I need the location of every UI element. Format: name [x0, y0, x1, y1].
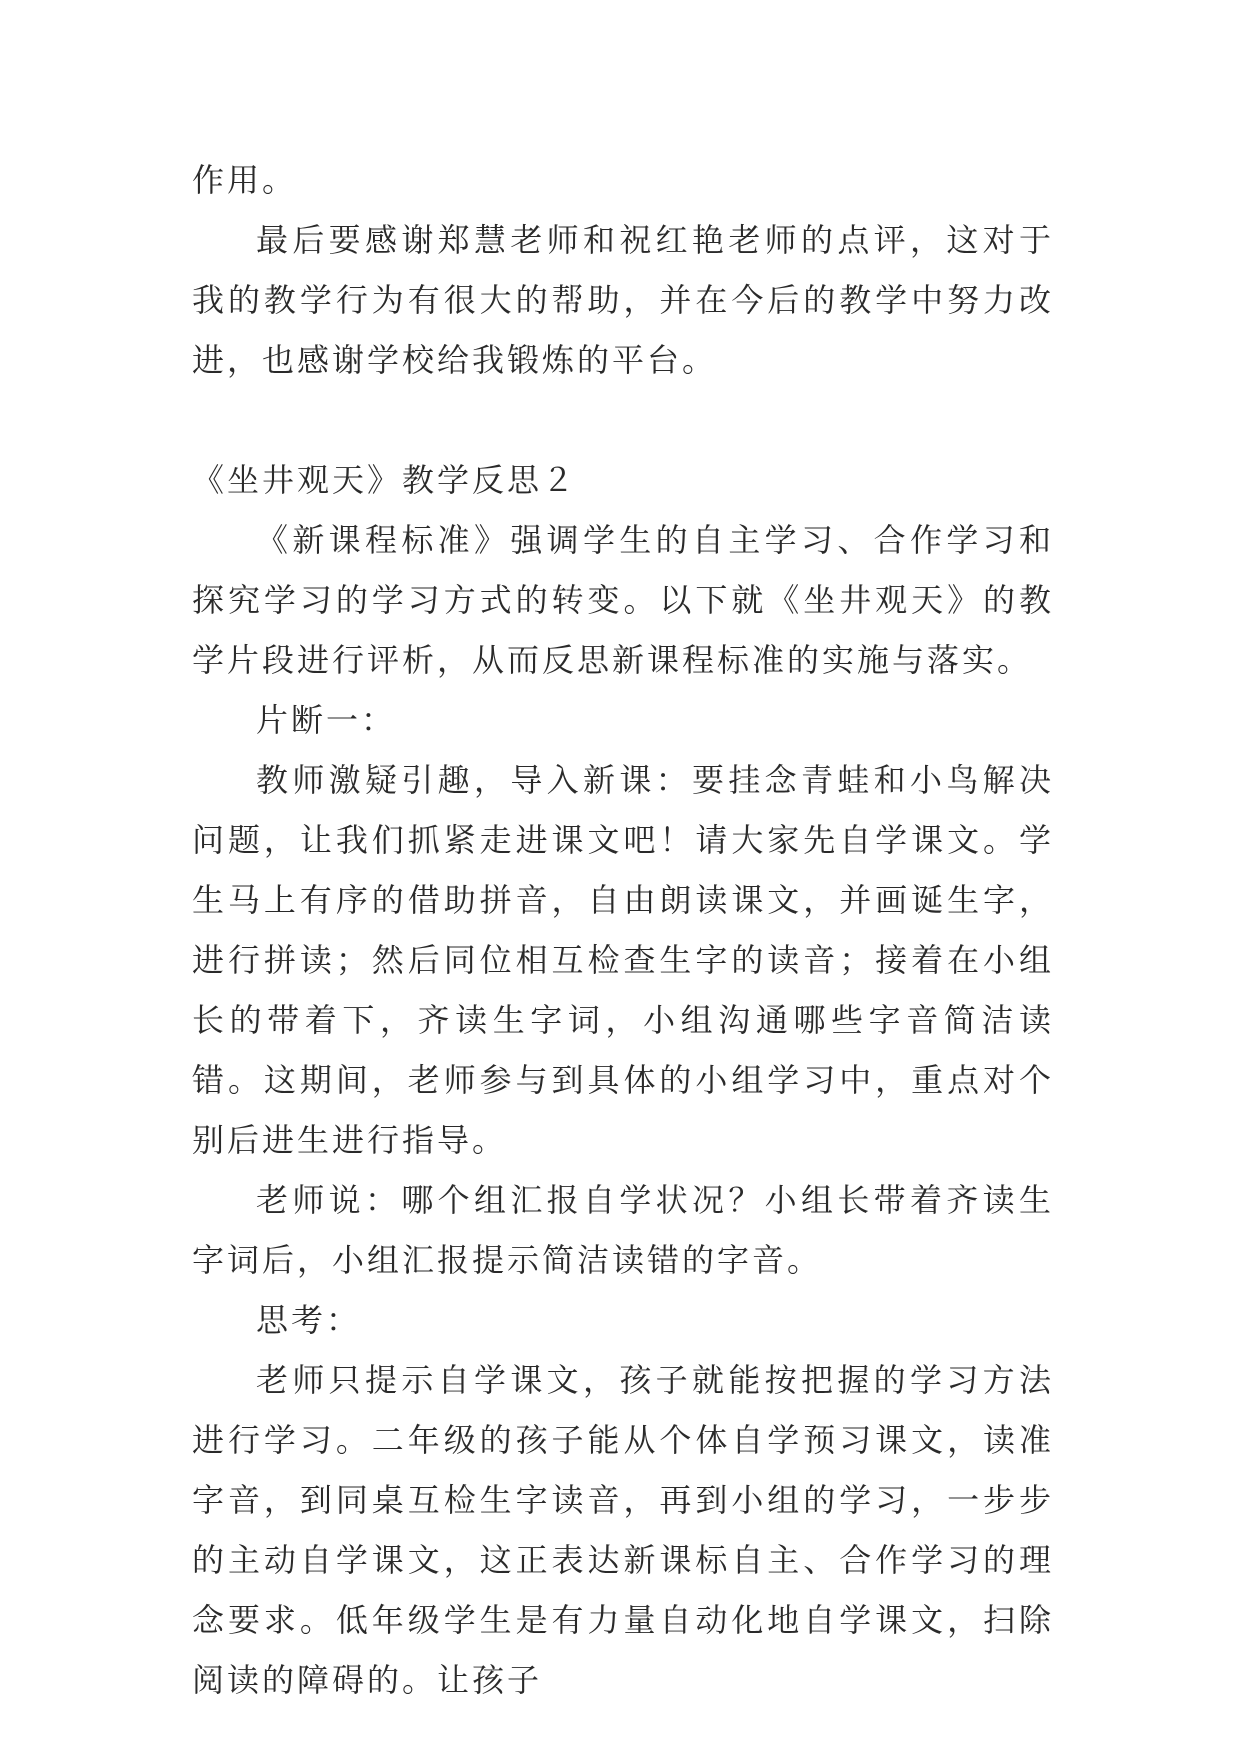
section-paragraph-6: 老师只提示自学课文，孩子就能按把握的学习方法进行学习。二年级的孩子能从个体自学预习课文，读准字音，到同桌互检生字读音，再到小组的学习，一步步的主动自学课文，这正表达新课标自主、合作学习的理念要求。低年级学生是有力量自动化地自学课文，扫除阅读的障碍的。让孩子: [192, 1361, 1054, 1699]
section-paragraph-4: 老师说：哪个组汇报自学状况？小组长带着齐读生字词后，小组汇报提示简洁读错的字音。: [192, 1181, 1054, 1279]
document-body: [192, 150, 1054, 1710]
section-paragraph-5: 思考：: [256, 1301, 362, 1339]
paragraph-2: 最后要感谢郑慧老师和祝红艳老师的点评，这对于我的教学行为有很大的帮助，并在今后的教学中努力改进，也感谢学校给我锻炼的平台。: [192, 221, 1054, 379]
paragraph-1: 作用。: [192, 161, 298, 199]
section-title: 《坐井观天》教学反思２: [192, 461, 578, 499]
section-paragraph-3: 教师激疑引趣，导入新课：要挂念青蛙和小鸟解决问题，让我们抓紧走进课文吧！请大家先自学课文。学生马上有序的借助拼音，自由朗读课文，并画诞生字，进行拼读；然后同位相互检查生字的读音；接着在小组长的带着下，齐读生字词，小组沟通哪些字音简洁读错。这期间，老师参与到具体的小组学习中，重点对个别后进生进行指导。: [192, 761, 1054, 1159]
section-paragraph-2: 片断一：: [256, 701, 397, 739]
section-paragraph-1: 《新课程标准》强调学生的自主学习、合作学习和探究学习的学习方式的转变。以下就《坐井观天》的教学片段进行评析，从而反思新课程标准的实施与落实。: [192, 521, 1054, 679]
